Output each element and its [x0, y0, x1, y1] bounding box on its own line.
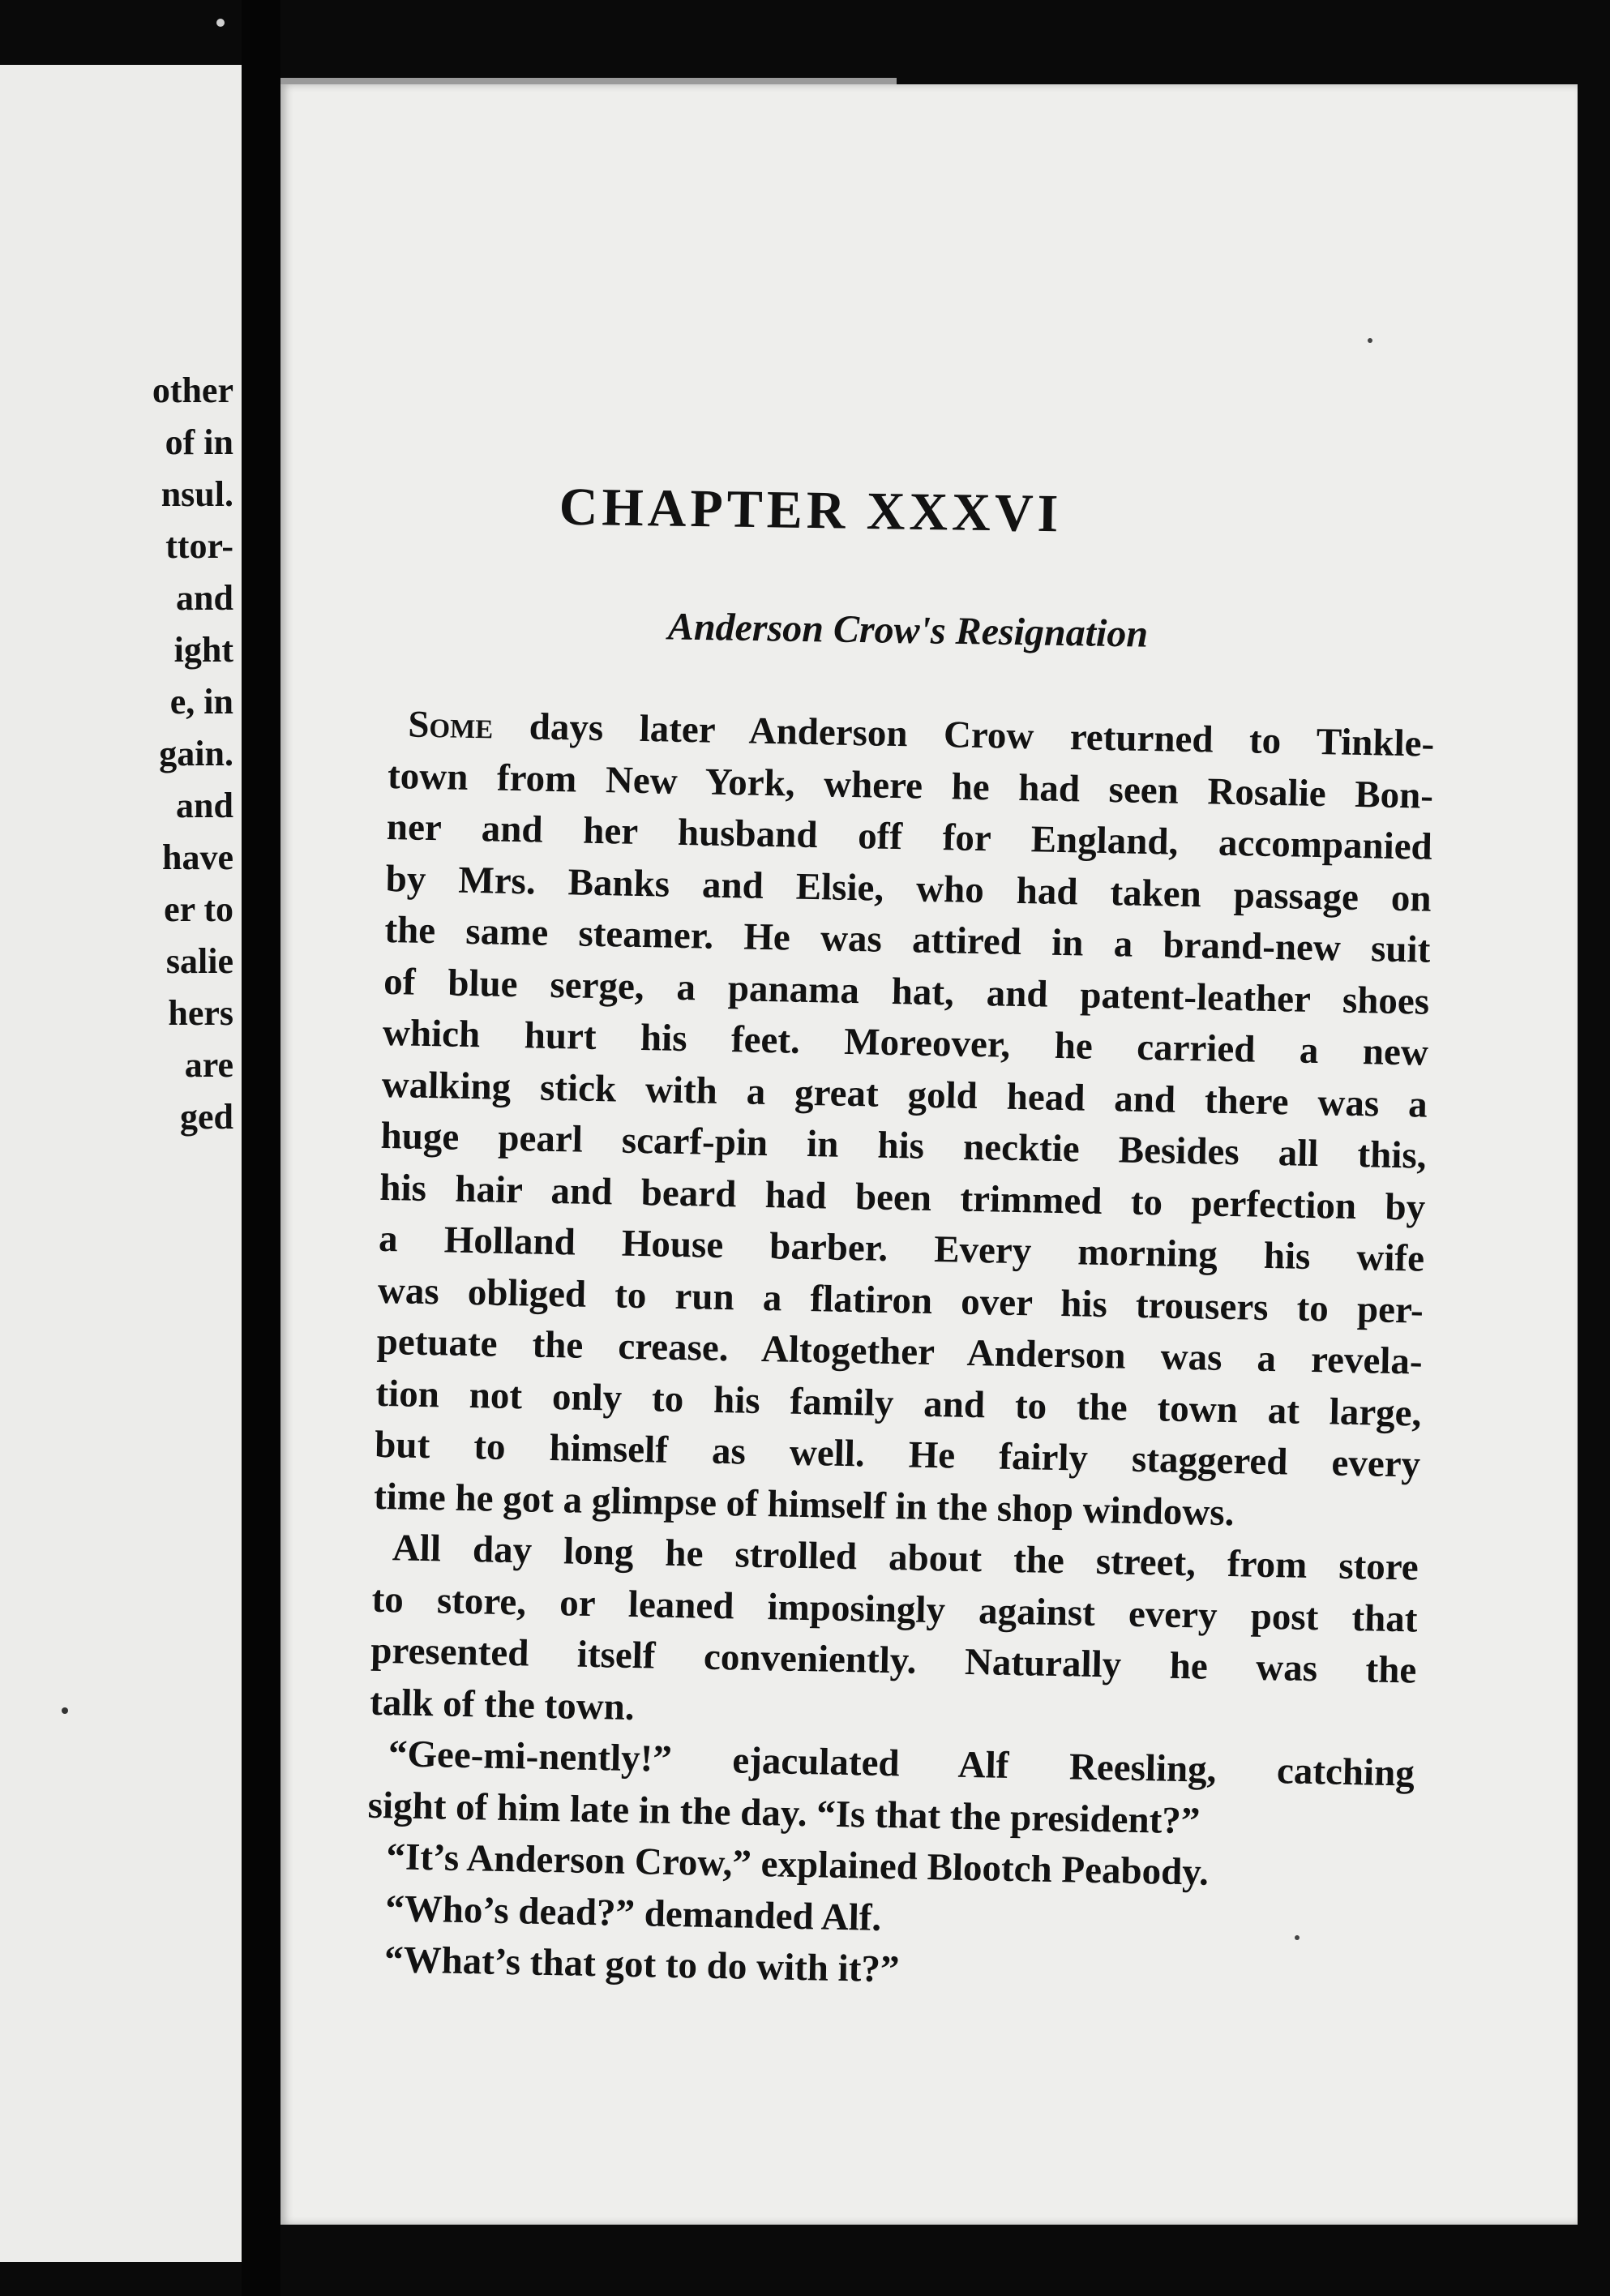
chapter-subtitle: Anderson Crow's Resignation — [667, 605, 1149, 656]
text-line: “It’s Anderson Crow,” explained Blootch Peabody. — [386, 1836, 1210, 1894]
text-line: to store, or leaned imposingly against every post that — [371, 1578, 1418, 1641]
left-fragment-line: are — [184, 1045, 233, 1085]
left-fragment-line: ight — [173, 630, 233, 670]
left-fragment-line: ttor- — [165, 526, 233, 566]
text-line-rest: days later Anderson Crow returned to Tinkle- — [492, 705, 1435, 765]
text-line: but to himself as well. He fairly staggered every — [374, 1423, 1421, 1486]
left-fragment-line: er to — [164, 889, 233, 929]
left-fragment-line: nsul. — [161, 474, 233, 514]
text-line: which hurt his feet. Moreover, he carried a new — [382, 1011, 1429, 1074]
left-facing-page — [0, 65, 242, 2262]
text-line: tion not only to his family and to the town at large, — [375, 1372, 1422, 1435]
text-line: walking stick with a great gold head and there was a — [381, 1063, 1428, 1126]
text-line: the same steamer. He was attired in a brand-new suit — [384, 908, 1431, 971]
text-line: petuate the crease. Altogether Anderson was a revela- — [376, 1320, 1424, 1383]
book-spine-gutter — [242, 0, 280, 2296]
text-line: presented itself conveniently. Naturally he was the — [370, 1629, 1417, 1692]
drop-word-smallcaps: Some — [407, 703, 494, 747]
text-line: by Mrs. Banks and Elsie, who had taken passage on — [385, 857, 1432, 920]
left-fragment-line: and — [176, 578, 233, 618]
left-fragment-line: other — [152, 371, 233, 410]
text-line: “Who’s dead?” demanded Alf. — [384, 1887, 882, 1939]
text-line: “What’s that got to do with it?” — [383, 1938, 900, 1991]
text-line: time he got a glimpse of himself in the shop windows. — [373, 1475, 1235, 1534]
text-line: his hair and beard had been trimmed to perfection by — [379, 1166, 1426, 1229]
left-page-text-fragments — [152, 365, 233, 1143]
left-fragment-line: ged — [180, 1097, 233, 1137]
text-line: talk of the town. — [369, 1681, 636, 1728]
text-line: town from New York, where he had seen Rosalie Bon- — [387, 754, 1434, 817]
text-line: a Holland House barber. Every morning his wife — [378, 1217, 1425, 1280]
left-fragment-line: salie — [165, 941, 233, 981]
left-fragment-line: hers — [168, 993, 233, 1033]
text-line: All day long he strolled about the street, from store — [392, 1527, 1419, 1589]
text-line: “Gee-mi-nently!” ejaculated Alf Reesling, catching — [388, 1733, 1415, 1795]
text-line: ner and her husband off for England, accompanied — [386, 805, 1433, 868]
chapter-body-text — [365, 699, 1435, 2006]
text-line: huge pearl scarf-pin in his necktie Besides all this, — [380, 1114, 1427, 1177]
text-line: was obliged to run a flatiron over his trousers to per- — [377, 1269, 1424, 1332]
text-line: of blue serge, a panama hat, and patent-leather shoes — [383, 960, 1430, 1023]
text-line: sight of him late in the day. “Is that the president?” — [367, 1784, 1201, 1842]
chapter-title: CHAPTER XXXVI — [559, 477, 1063, 544]
left-fragment-line: have — [162, 837, 233, 877]
left-fragment-line: of in — [165, 422, 233, 462]
left-fragment-line: e, in — [169, 682, 233, 722]
left-fragment-line: and — [176, 786, 233, 825]
left-fragment-line: gain. — [159, 734, 233, 773]
